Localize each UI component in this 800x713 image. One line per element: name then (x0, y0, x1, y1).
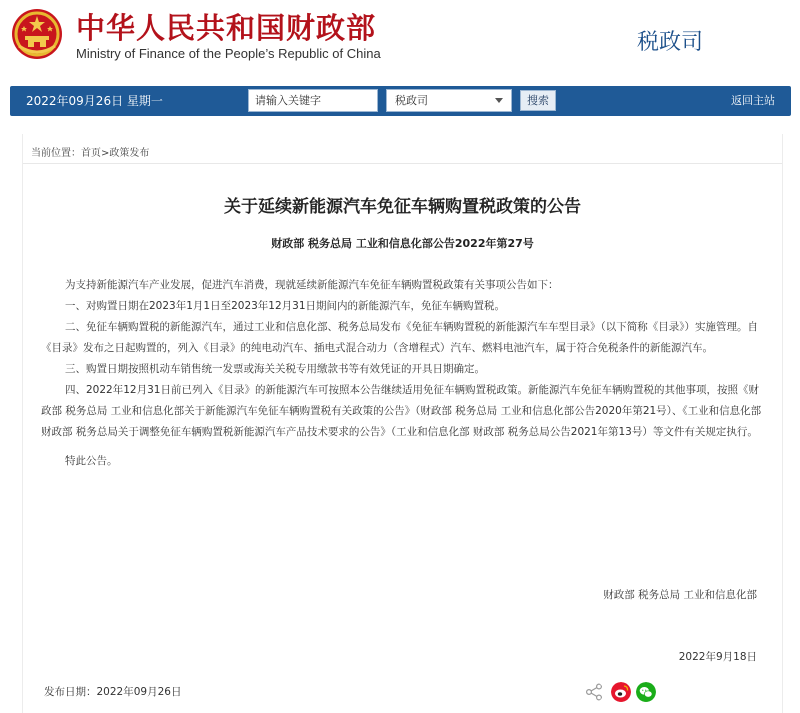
article-sign-date: 2022年9月18日 (678, 651, 757, 663)
weibo-icon[interactable] (611, 682, 631, 702)
wechat-icon[interactable] (636, 682, 656, 702)
divider (23, 163, 782, 164)
article-container (22, 134, 783, 713)
article-paragraph: 二、免征车辆购置税的新能源汽车，通过工业和信息化部、税务总局发布《免征车辆购置税的新能源汽车车型目录》（以下简称《目录》）实施管理。自《目录》发布之日起购置的，列入《目录》的纯电动汽车、插电式混合动力（含增程式）汽车、燃料电池汽车，属于符合免税条件的新能源汽车。 (41, 321, 758, 354)
share-bar (584, 682, 664, 706)
article-paragraph: 为支持新能源汽车产业发展，促进汽车消费，现就延续新能源汽车免征车辆购置税政策有关事项公告如下： (65, 279, 559, 291)
site-title-en: Ministry of Finance of the People’s Republic of China (76, 46, 381, 61)
return-home-link[interactable]: 返回主站 (731, 94, 775, 107)
national-emblem-icon (11, 8, 63, 60)
publish-date: 2022年09月26日 (96, 686, 182, 698)
breadcrumb-section[interactable]: 政策发布 (109, 148, 150, 159)
breadcrumb-prefix: 当前位置： (31, 148, 81, 159)
department-name: 税政司 (637, 30, 704, 55)
share-icon[interactable] (584, 682, 604, 702)
search-input[interactable]: 请输入关键字 (248, 89, 378, 112)
breadcrumb (31, 144, 149, 159)
publish-label: 发布日期： (44, 686, 97, 698)
publish-info (44, 684, 181, 699)
search-button[interactable]: 搜索 (520, 90, 556, 111)
scope-select[interactable] (386, 89, 512, 112)
site-header (0, 0, 800, 80)
article-paragraph: 三、购置日期按照机动车销售统一发票或海关关税专用缴款书等有效凭证的开具日期确定。 (65, 363, 485, 375)
current-date: 2022年09月26日 星期一 (26, 94, 163, 108)
article-body (41, 275, 769, 472)
article-subtitle: 财政部 税务总局 工业和信息化部公告2022年第27号 (271, 237, 534, 250)
article-paragraph: 四、2022年12月31日前已列入《目录》的新能源汽车可按照本公告继续适用免征车辆购置税政策。新能源汽车免征车辆购置税的其他事项，按照《财政部 税务总局 工业和信息化部关于新能源汽车免征车辆购置税有关政策的公告》（财政部 税务总局 工业和信息化部公告2020年第21号）、《工业和信息化部 财政部 税务总局关于调整免征车辆购置税新能源汽车产品技术要求的公告》（工业和信息化部 财政部 税务总局公告2021年第13号）等文件有关规定执行。 (41, 384, 762, 438)
top-nav-bar (10, 86, 791, 116)
chevron-down-icon (495, 98, 503, 103)
article-signers: 财政部 税务总局 工业和信息化部 (603, 589, 757, 601)
breadcrumb-home[interactable]: 首页 (81, 148, 101, 159)
site-title-cn: 中华人民共和国财政部 (76, 11, 377, 45)
article-paragraph: 特此公告。 (65, 455, 118, 467)
article-paragraph: 一、对购置日期在2023年1月1日至2023年12月31日期间内的新能源汽车，免征车辆购置税。 (65, 300, 506, 312)
breadcrumb-separator: > (101, 148, 110, 159)
scope-select-value: 税政司 (395, 94, 428, 107)
article-title: 关于延续新能源汽车免征车辆购置税政策的公告 (224, 197, 581, 217)
